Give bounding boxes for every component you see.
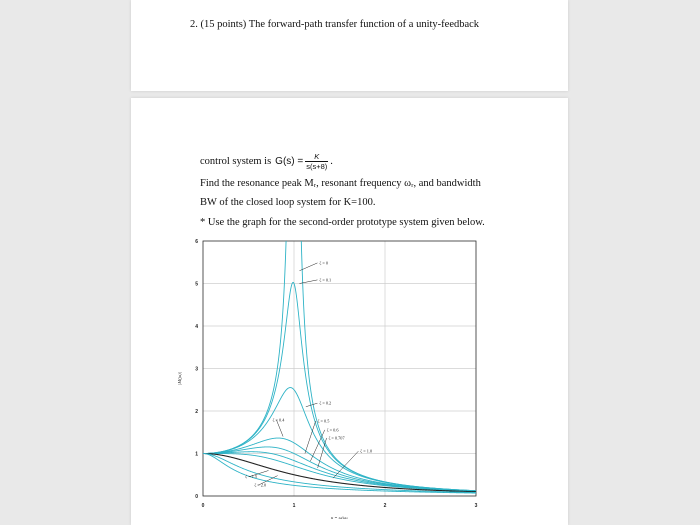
y-tick-label-3: 3	[195, 366, 198, 373]
curve-zeta-1_5	[203, 454, 476, 493]
x-tick-label-0: 0	[201, 503, 205, 509]
annotation-label-zeta-1: ζ = 1.0	[360, 448, 373, 454]
tf-lhs: G(s) =	[275, 156, 304, 167]
y-tick-label-6: 6	[195, 239, 198, 245]
y-tick-label-2: 2	[195, 409, 198, 415]
question-points: (15 points)	[200, 19, 247, 30]
x-tick-label-2: 2	[383, 503, 387, 509]
y-tick-label-4: 4	[195, 324, 198, 330]
tf-denominator: s(s+8)	[306, 162, 328, 171]
annotation-label-zeta-1_5: ζ = 1.5	[245, 474, 258, 480]
curve-zeta-0_707	[203, 454, 476, 492]
annotation-arrow-zeta-0_6	[310, 430, 324, 461]
annotation-label-zeta-2: ζ = 2.0	[254, 482, 267, 488]
document-page-bottom	[131, 98, 568, 525]
curve-zeta-1	[203, 454, 476, 492]
x-tick-label-1: 1	[292, 503, 296, 509]
tf-numerator: K	[314, 152, 320, 161]
y-tick-label-5: 5	[195, 281, 198, 288]
y-axis-label: |M(ju)|	[177, 372, 182, 385]
curve-zeta-0_1	[203, 282, 476, 490]
question-intro: The forward-path transfer function of a unity-feedback	[248, 19, 480, 30]
frequency-response-chart	[131, 98, 568, 525]
annotation-label-zeta-0_707: ζ = 0.707	[328, 435, 345, 441]
curves-group	[203, 98, 476, 493]
question-number: 2.	[190, 19, 198, 30]
question-line-3: BW of the closed loop system for K=100.	[200, 197, 376, 208]
annotation-label-zeta-0_5: ζ = 0.5	[317, 418, 330, 424]
question-line-4: * Use the graph for the second-order prototype system given below.	[200, 217, 485, 228]
annotation-label-zeta-0_2: ζ = 0.2	[319, 400, 332, 406]
document-page-top	[131, 0, 568, 91]
annotation-label-zeta-0_1: ζ = 0.1	[319, 277, 332, 283]
question-line-2: Find the resonance peak Mᵣ, resonant frequency ωᵣ, and bandwidth	[200, 178, 481, 189]
y-tick-label-0: 0	[195, 494, 198, 500]
annotation-label-zeta-0: ζ = 0	[319, 260, 328, 266]
annotation-arrow-zeta-0_2	[306, 403, 318, 407]
line1-prefix: control system is	[200, 156, 272, 167]
x-axis-label: u = ω/ωₙ	[331, 515, 348, 520]
tf-end: .	[330, 156, 333, 167]
question-heading	[190, 19, 479, 30]
annotation-label-zeta-0_4: ζ = 0.4	[272, 417, 285, 423]
annotation-label-zeta-0_6: ζ = 0.6	[326, 427, 339, 433]
x-tick-label-3: 3	[474, 503, 478, 509]
y-tick-label-1: 1	[195, 451, 198, 458]
curve-zeta-0	[203, 98, 476, 491]
